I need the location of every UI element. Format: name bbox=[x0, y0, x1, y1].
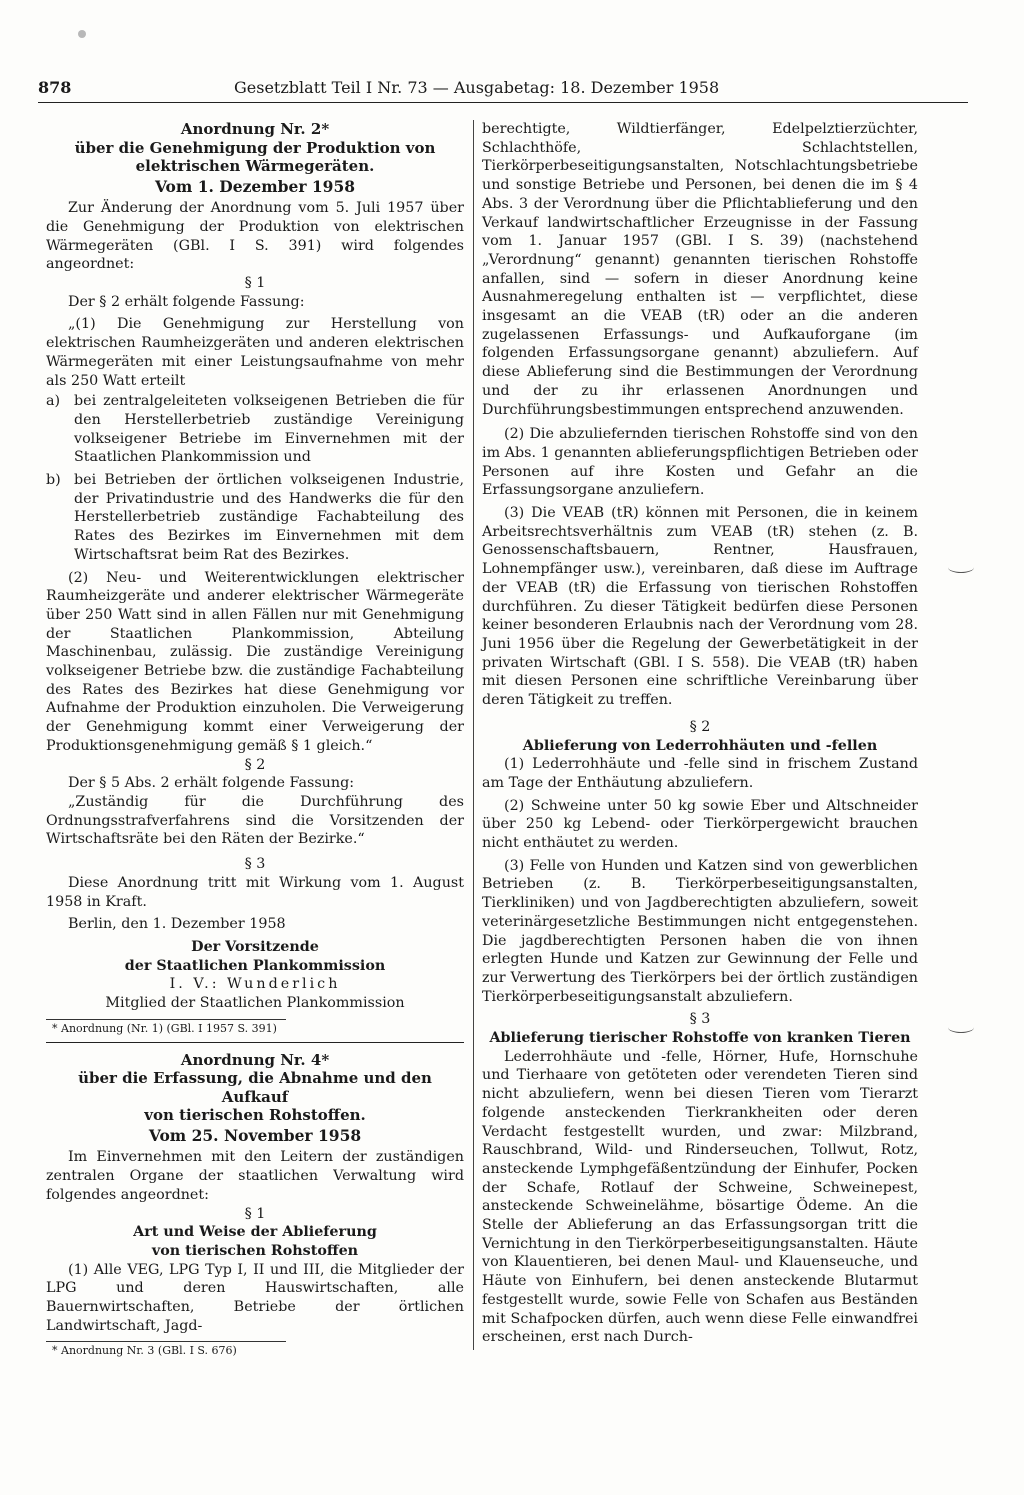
list-item-b-label: b) bbox=[46, 472, 61, 489]
section-2-para-1: (1) Lederrohhäute und -felle sind in frischem Zustand am Tage der Enthäutung abzuliefern. bbox=[482, 756, 918, 791]
section-2-number: § 2 bbox=[689, 718, 711, 735]
section-1-text: Der § 2 erhält folgende Fassung: bbox=[68, 293, 305, 310]
quote-paragraph-3: „Zuständig für die Durchführung des Ordnungsstrafverfahrens sind die Vorsitzenden der Wirtschaftsräte bei den Räten der Bezirke.“ bbox=[46, 794, 464, 848]
quote-paragraph-2: (2) Neu- und Weiterentwicklungen elektrischer Raumheizgeräte und anderer elektrischer Wärmegeräte über 250 Watt sind in allen Fällen nur mit Genehmigung der Staatlichen Plankommission, Abteilung Maschinenbau, zulässig. Die zuständige Vereinigung volkseigener Betriebe bzw. die zuständige Fachabteilung des Rates des Bezirkes hat diese Genehmigung vor Aufnahme der Produktion einzuholen. Die Verweigerung der Genehmigung kommt einer Verweigerung der Produktionsgenehmigung gemäß § 1 gleich.“ bbox=[46, 569, 464, 754]
signatory-name: I. V.: Wunderlich bbox=[169, 976, 341, 993]
section-2-heading: § 2 bbox=[244, 756, 266, 773]
list-item-a-label: a) bbox=[46, 393, 61, 410]
right-column bbox=[482, 120, 918, 1351]
list-item-b-text: bei Betrieben der örtlichen volkseigenen Industrie, der Privatindustrie und des Handwerks die für den Herstellerbetrieb zuständige Fachabteilung des Rates des Bezirkes im Einvernehmen mit dem Wirtschaftsrat beim Rat des Bezirkes. bbox=[74, 472, 464, 563]
footnote-rule bbox=[46, 1019, 286, 1020]
ordinance-4-date: Vom 25. November 1958 bbox=[148, 1125, 362, 1145]
list-item-b bbox=[46, 471, 464, 565]
footnote-1: * Anordnung (Nr. 1) (GBl. I 1957 S. 391) bbox=[52, 1021, 277, 1035]
signatory-title-1: Der Vorsitzende bbox=[191, 938, 319, 955]
list-item-a-text: bei zentralgeleiteten volkseigenen Betrieben die für den Herstellerbetrieb zuständige Vereinigung volkseigener Betriebe im Einvernehmen mit der Staatlichen Plankommission und bbox=[74, 393, 464, 466]
ordinance-2-intro: Zur Änderung der Anordnung vom 5. Juli 1957 über die Genehmigung der Produktion von elektrischen Wärmegeräten (GBl. I S. 391) wird folgendes angeordnet: bbox=[46, 200, 464, 273]
ordinance-4-title-2: über die Erfassung, die Abnahme und den Aufkauf bbox=[78, 1069, 432, 1106]
section-2-text: Der § 5 Abs. 2 erhält folgende Fassung: bbox=[68, 775, 355, 792]
ordinance-2-title-1: Anordnung Nr. 2* bbox=[180, 120, 330, 138]
ordinance-2 bbox=[46, 120, 464, 1036]
section-3-heading: § 3 bbox=[244, 856, 266, 873]
ordinance-separator bbox=[46, 1042, 464, 1043]
ordinance-2-title-2: über die Genehmigung der Produktion von bbox=[74, 138, 436, 157]
section-2-para-2: (2) Schweine unter 50 kg sowie Eber und Altschneider über 250 kg Lebend- oder Tierkörpergewicht brauchen nicht enthäutet zu werden. bbox=[482, 797, 918, 852]
ordinance-4-intro: Im Einvernehmen mit den Leitern der zuständigen zentralen Organe der staatlichen Verwaltung wird folgendes angeordnet: bbox=[46, 1149, 464, 1203]
ord4-section-1-para-1: (1) Alle VEG, LPG Typ I, II und III, die Mitglieder der LPG und deren Hauswirtschaften, alle Bauernwirtschaften, Betriebe der örtlichen Landwirtschaft, Jagd- bbox=[46, 1261, 464, 1334]
section-2-title: Ablieferung von Lederrohhäuten und -fellen bbox=[522, 737, 878, 754]
ord4-section-1-heading: § 1 bbox=[244, 1205, 266, 1222]
left-column bbox=[46, 120, 464, 1364]
place-date: Berlin, den 1. Dezember 1958 bbox=[68, 916, 286, 933]
ordinance-4-title-1: Anordnung Nr. 4* bbox=[180, 1050, 330, 1069]
ord4-section-1-title-2: von tierischen Rohstoffen bbox=[151, 1242, 359, 1259]
section-3-para-1: Lederrohhäute und -felle, Hörner, Hufe, Hornschuhe und Tierhaare von getöteten oder verendeten Tieren sind nicht abzuliefern, wenn bei diesen Tieren vom Tierarzt folgende ansteckenden Tierkrankheiten oder deren Verdacht festgestellt wurden, und zwar: Milzbrand, Rauschbrand, Wild- und Rinderseuchen, Tollwut, Rotz, ansteckende Lymphgefäßentzündung der Einhufer, Pocken der Schafe, Rotlauf der Schweine, Schweinepest, ansteckende Schweinelähme, bösartige Ödeme. An die Stelle der Ablieferung an das Erfassungsorgan tritt die Vernichtung in den Tierkörperbeseitigungsanstalten. Häute von Klauentieren, bei denen Maul- und Klauenseuche, und Häute von Einhufern, bei denen ansteckende Blutarmut festgestellt wurde, sowie Felle von Schafen aus Beständen mit Schafpocken dürfen, auch wenn diese Felle einwandfrei erscheinen, erst nach Durch- bbox=[482, 1048, 918, 1346]
para-2: (2) Die abzuliefernden tierischen Rohstoffe sind von den im Abs. 1 genannten ablieferungspflichtigen Betrieben oder Personen auf ihre Kosten und Gefahr an die Erfassungsorgane anzuliefern. bbox=[482, 426, 918, 499]
signatory-title-2: der Staatlichen Plankommission bbox=[124, 957, 386, 974]
scan-speck bbox=[78, 30, 86, 38]
ord4-section-1-title-1: Art und Weise der Ablieferung bbox=[133, 1224, 377, 1241]
column-divider bbox=[473, 120, 474, 1350]
page-header bbox=[38, 78, 968, 103]
ordinance-4 bbox=[46, 1051, 464, 1359]
section-3-text: Diese Anordnung tritt mit Wirkung vom 1. August 1958 in Kraft. bbox=[46, 874, 464, 910]
list-item-a bbox=[46, 392, 464, 467]
section-1-heading: § 1 bbox=[244, 275, 266, 292]
ordinance-2-title-3: elektrischen Wärmegeräten. bbox=[135, 157, 375, 175]
section-3-title: Ablieferung tierischer Rohstoffe von kranken Tieren bbox=[489, 1030, 911, 1047]
ordinance-2-date: Vom 1. Dezember 1958 bbox=[154, 176, 356, 196]
footnote-rule-2 bbox=[46, 1341, 286, 1342]
page-number: 878 bbox=[38, 78, 72, 97]
section-3-number: § 3 bbox=[689, 1011, 711, 1028]
para-3: (3) Die VEAB (tR) können mit Personen, die in keinem Arbeitsrechtsverhältnis zum VEAB (tR) stehen (z. B. Genossenschaftsbauern, Rentner, Hausfrauen, Lohnempfänger usw.), vereinbaren, daß diese im Auftrage der VEAB (tR) die Erfassung von tierischen Rohstoffen durchführen. Zu dieser Tätigkeit bedürfen diese Personen keiner besonderen Erlaubnis nach der Verordnung vom 28. Juni 1956 über die Regelung der Gewerbetätigkeit in der privaten Wirtschaft (GBl. I S. 558). Die VEAB (tR) haben mit diesen Personen eine schriftliche Vereinbarung über deren Tätigkeit zu treffen. bbox=[482, 505, 918, 709]
ordinance-4-title-3: von tierischen Rohstoffen. bbox=[144, 1106, 366, 1125]
quote-paragraph-1: „(1) Die Genehmigung zur Herstellung von elektrischen Raumheizgeräten und anderen elektrischen Wärmegeräten mit einer Leistungsaufnahme von mehr als 250 Watt erteilt bbox=[46, 316, 464, 389]
section-2-para-3: (3) Felle von Hunden und Katzen sind von gewerblichen Betrieben (z. B. Tierkörperbeseitigungsanstalten, Tierkliniken) und von Jagdberechtigten abzuliefern, soweit veterinärgesetzliche Bestimmungen nicht entgegenstehen. Die jagdberechtigten Personen haben die von ihnen erlegten Hunde und Katzen zur Gewinnung der Felle und zur Verwertung des Tierkörpers bei der örtlich zuständigen Tierkörperbeseitigungsanstalt abzuliefern. bbox=[482, 857, 918, 1005]
para-continuation: berechtigte, Wildtierfänger, Edelpelztierzüchter, Schlachthöfe, Schlachtstellen, Tierkörperbeseitigungsanstalten, Notschlachtungsbetriebe und sonstige Betriebe und Personen, bei denen die im § 4 Abs. 3 der Verordnung über die Pflichtablieferung und den Verkauf landwirtschaftlicher Erzeugnisse in der Fassung vom 1. Januar 1957 (GBl. I S. 39) (nachstehend „Verordnung“ genannt) genannten tierischen Rohstoffe anfallen, sind — sofern in dieser Anordnung keine Ausnahmeregelung enthalten ist — verpflichtet, diese insgesamt an die VEAB (tR) oder an die anderen zugelassenen Erfassungs- und Aufkauforgane (im folgenden Erfassungsorgane genannt) abzuliefern. Auf diese Ablieferung sind die Bestimmungen der Verordnung und der zu ihr erlassenen Anordnungen und Durchführungsbestimmungen entsprechend anzuwenden. bbox=[482, 121, 918, 418]
running-header: Gesetzblatt Teil I Nr. 73 — Ausgabetag: 18. Dezember 1958 bbox=[234, 78, 720, 97]
margin-mark bbox=[948, 1022, 974, 1033]
margin-mark bbox=[948, 562, 974, 573]
signatory-role: Mitglied der Staatlichen Plankommission bbox=[105, 995, 405, 1012]
footnote-2: * Anordnung Nr. 3 (GBl. I S. 676) bbox=[52, 1344, 237, 1358]
